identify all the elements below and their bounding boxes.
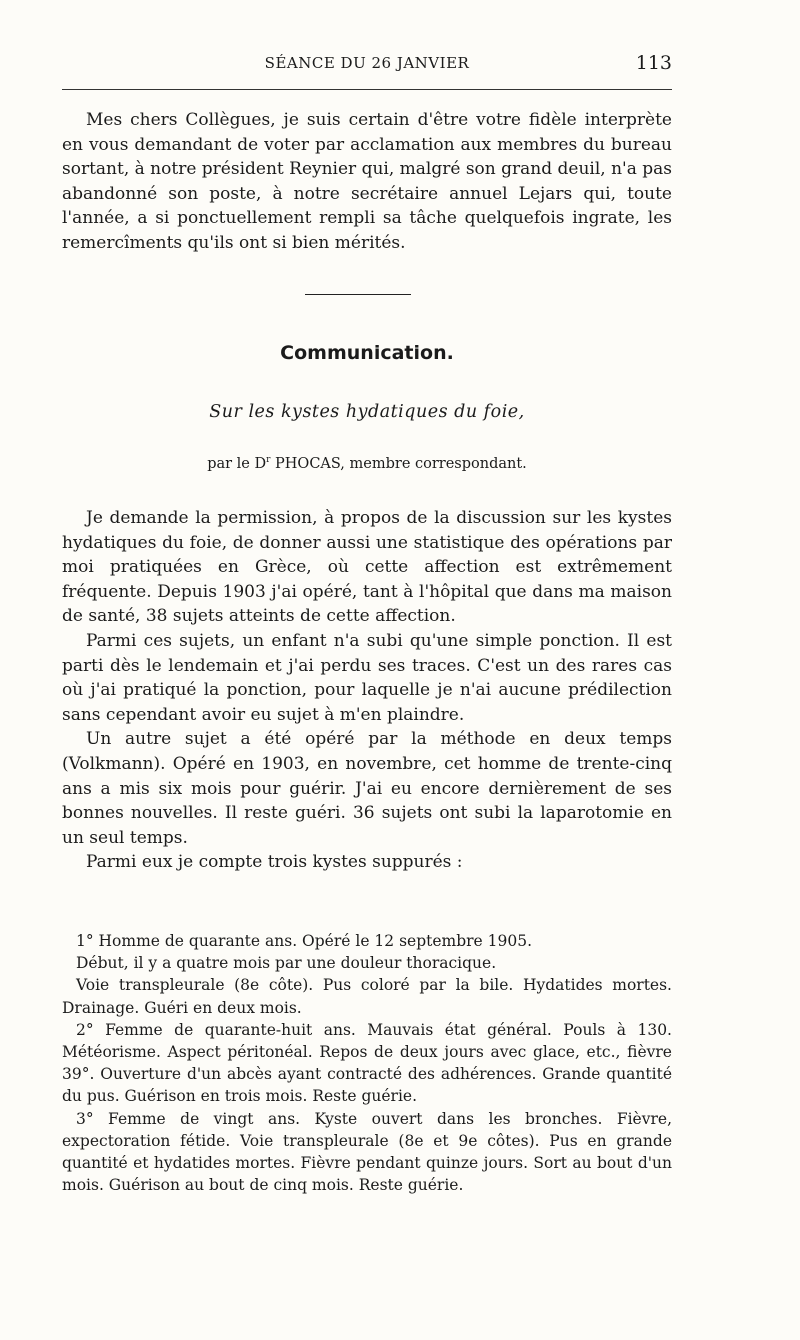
- article-body: [62, 506, 672, 875]
- body-paragraph: Parmi eux je compte trois kystes suppurés :: [86, 852, 463, 873]
- body-paragraph: Parmi ces sujets, un enfant n'a subi qu'une simple ponction. Il est parti dès le lendemain et j'ai perdu ses traces. C'est un des rares cas où j'ai pratiqué la ponction, pour laquelle je n'ai aucune prédilection sans cependant avoir eu sujet à m'en plaindre.: [62, 630, 672, 725]
- opening-block: [62, 108, 672, 256]
- header-title: SÉANCE DU 26 JANVIER: [264, 54, 470, 72]
- section-separator: [305, 294, 411, 295]
- byline-superscript: r: [266, 455, 271, 465]
- header-rule: [62, 89, 672, 90]
- article-byline: [62, 455, 672, 472]
- case-item: Voie transpleurale (8e côte). Pus coloré par la bile. Hydatides mortes. Drainage. Guéri en deux mois.: [62, 976, 672, 1017]
- section-title: Communication.: [280, 342, 454, 364]
- byline-prefix: par le D: [207, 455, 267, 472]
- page-number: 113: [635, 52, 672, 74]
- case-list: [62, 930, 672, 1196]
- case-item: 1° Homme de quarante ans. Opéré le 12 septembre 1905.: [76, 932, 533, 950]
- case-item: 3° Femme de vingt ans. Kyste ouvert dans les bronches. Fièvre, expectoration fétide. Voie transpleurale (8e et 9e côtes). Pus en grande quantité et hydatides mortes. Fièvre pendant quinze jours. Sort au bout d'un mois. Guérison au bout de cinq mois. Reste guérie.: [62, 1109, 672, 1195]
- body-paragraph: Je demande la permission, à propos de la discussion sur les kystes hydatiques du foie, de donner aussi une statistique des opérations par moi pratiquées en Grèce, où cette affection est extrêmement fréquente. Depuis 1903 j'ai opéré, tant à l'hôpital que dans ma maison de santé, 38 sujets atteints de cette affection.: [62, 508, 672, 627]
- running-header: [62, 54, 672, 80]
- case-item: 2° Femme de quarante-huit ans. Mauvais état général. Pouls à 130. Météorisme. Aspect péritonéal. Repos de deux jours avec glace, etc., fièvre 39°. Ouverture d'un abcès ayant contracté des adhérences. Grande quantité du pus. Guérison en trois mois. Reste guérie.: [62, 1020, 672, 1106]
- case-item: Début, il y a quatre mois par une douleur thoracique.: [76, 954, 497, 973]
- body-paragraph: Un autre sujet a été opéré par la méthode en deux temps (Volkmann). Opéré en 1903, en novembre, cet homme de trente-cinq ans a mis six mois pour guérir. J'ai eu encore dernièrement de ses bonnes nouvelles. Il reste guéri. 36 sujets ont subi la laparotomie en un seul temps.: [62, 729, 672, 848]
- opening-paragraph: Mes chers Collègues, je suis certain d'être votre fidèle interprète en vous demandant de voter par acclamation aux membres du bureau sortant, à notre président Reynier qui, malgré son grand deuil, n'a pas abandonné son poste, à notre secrétaire annuel Lejars qui, toute l'année, a si ponctuellement rempli sa tâche quelquefois ingrate, les remercîments qu'ils ont si bien mérités.: [62, 110, 672, 253]
- byline-author: PHOCAS, membre correspondant.: [270, 455, 527, 472]
- article-title: Sur les kystes hydatiques du foie,: [209, 402, 525, 422]
